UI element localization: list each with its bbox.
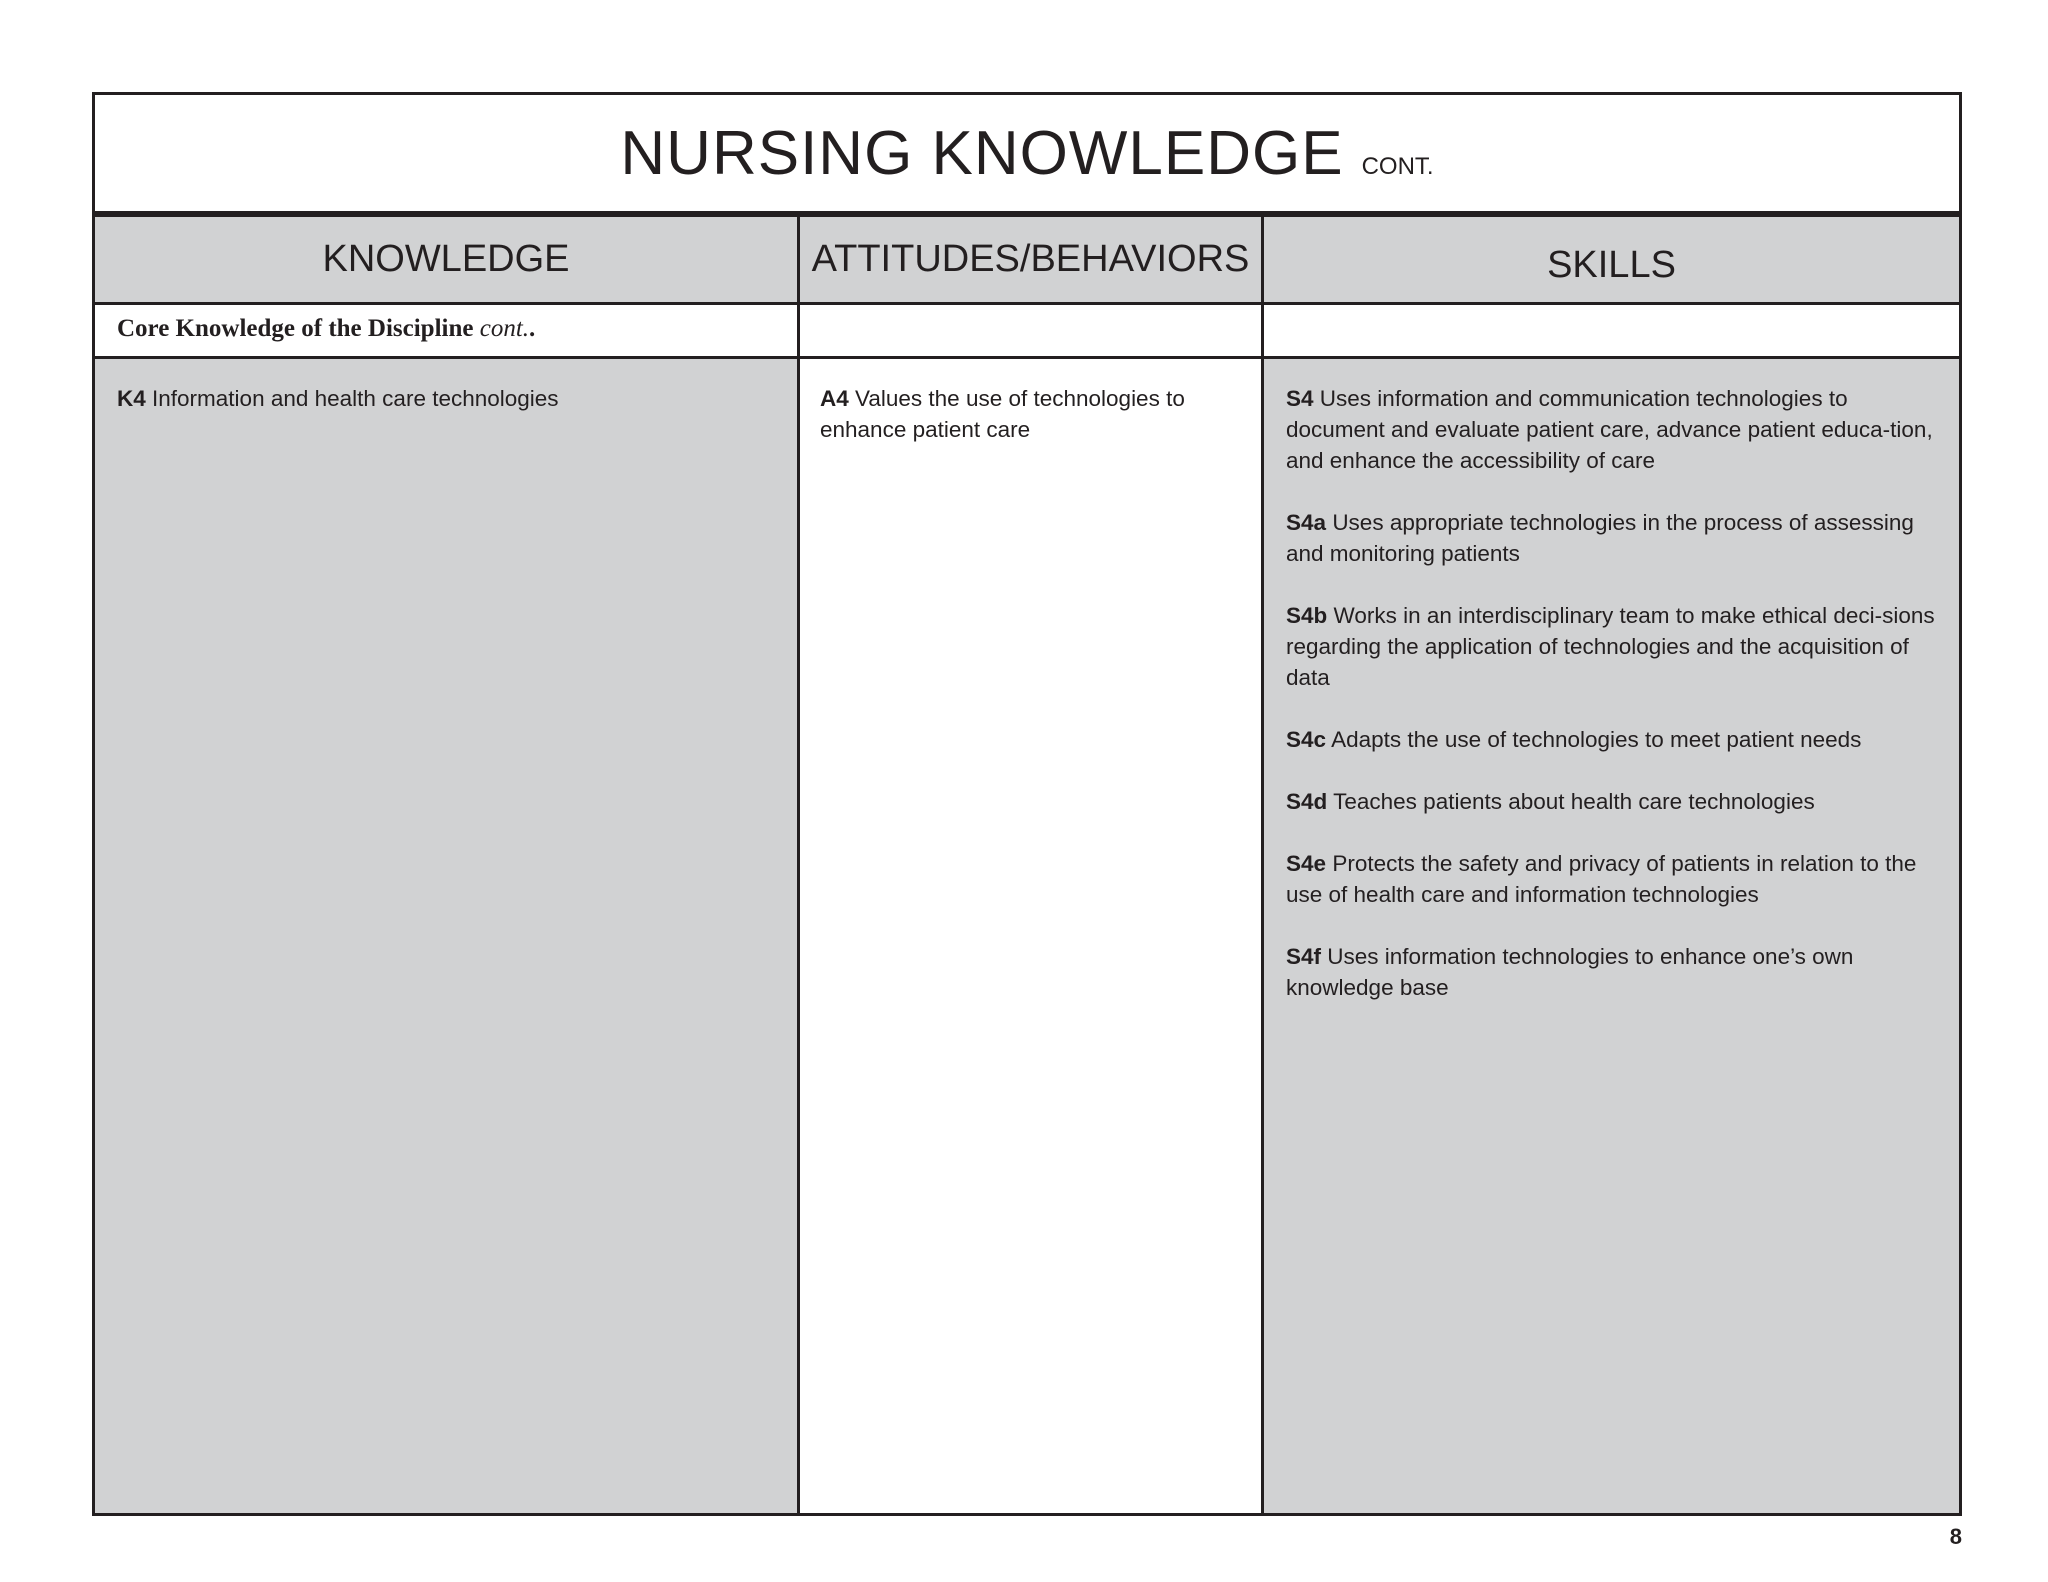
item-text: Uses information and communication technologies to document and evaluate patient care, advance patient educa-tion, and enhance the accessibility of care <box>1286 386 1933 473</box>
skill-item <box>1286 507 1937 569</box>
section-label-empty <box>800 305 1261 359</box>
knowledge-item <box>117 383 775 414</box>
attitudes-column <box>797 217 1261 1513</box>
item-text: Uses information technologies to enhance one’s own knowledge base <box>1286 944 1854 1000</box>
attitudes-body <box>800 359 1261 1513</box>
item-code: K4 <box>117 386 146 411</box>
item-text: Works in an interdisciplinary team to make ethical deci-sions regarding the application of technologies and the acquisition of data <box>1286 603 1935 690</box>
item-text: Teaches patients about health care technologies <box>1333 789 1815 814</box>
section-label: Core Knowledge of the Discipline cont.. <box>95 305 797 359</box>
skills-heading: SKILLS <box>1264 217 1959 305</box>
page-number: 8 <box>1949 1524 1962 1549</box>
attitudes-heading: ATTITUDES/BEHAVIORS <box>800 217 1261 305</box>
knowledge-body <box>95 359 797 1513</box>
skill-item <box>1286 848 1937 910</box>
title-band <box>95 95 1959 217</box>
knowledge-column <box>95 217 797 1513</box>
item-text: Adapts the use of technologies to meet patient needs <box>1331 727 1862 752</box>
item-text: Protects the safety and privacy of patients in relation to the use of health care and information technologies <box>1286 851 1917 907</box>
skill-item <box>1286 383 1937 476</box>
item-text: Information and health care technologies <box>152 386 559 411</box>
skill-item <box>1286 941 1937 1003</box>
item-code: S4e <box>1286 851 1327 876</box>
item-text: Values the use of technologies to enhance patient care <box>820 386 1185 442</box>
section-label-empty <box>1264 305 1959 359</box>
competency-table <box>92 92 1962 1516</box>
item-text: Uses appropriate technologies in the process of assessing and monitoring patients <box>1286 510 1914 566</box>
attitude-item <box>820 383 1239 445</box>
skill-item <box>1286 600 1937 693</box>
section-label-text: Core Knowledge of the Discipline <box>117 315 474 342</box>
skill-item <box>1286 724 1937 755</box>
page-title: NURSING KNOWLEDGE <box>620 118 1344 188</box>
knowledge-heading: KNOWLEDGE <box>95 217 797 305</box>
item-code: S4a <box>1286 510 1327 535</box>
item-code: S4c <box>1286 727 1327 752</box>
section-label-suffix: cont. <box>479 315 530 342</box>
item-code: A4 <box>820 386 849 411</box>
item-code: S4d <box>1286 789 1328 814</box>
title-suffix: CONT. <box>1361 153 1434 180</box>
skills-body <box>1264 359 1959 1513</box>
item-code: S4f <box>1286 944 1322 969</box>
item-code: S4 <box>1286 386 1314 411</box>
skills-column <box>1261 217 1959 1513</box>
item-code: S4b <box>1286 603 1328 628</box>
skill-item <box>1286 786 1937 817</box>
